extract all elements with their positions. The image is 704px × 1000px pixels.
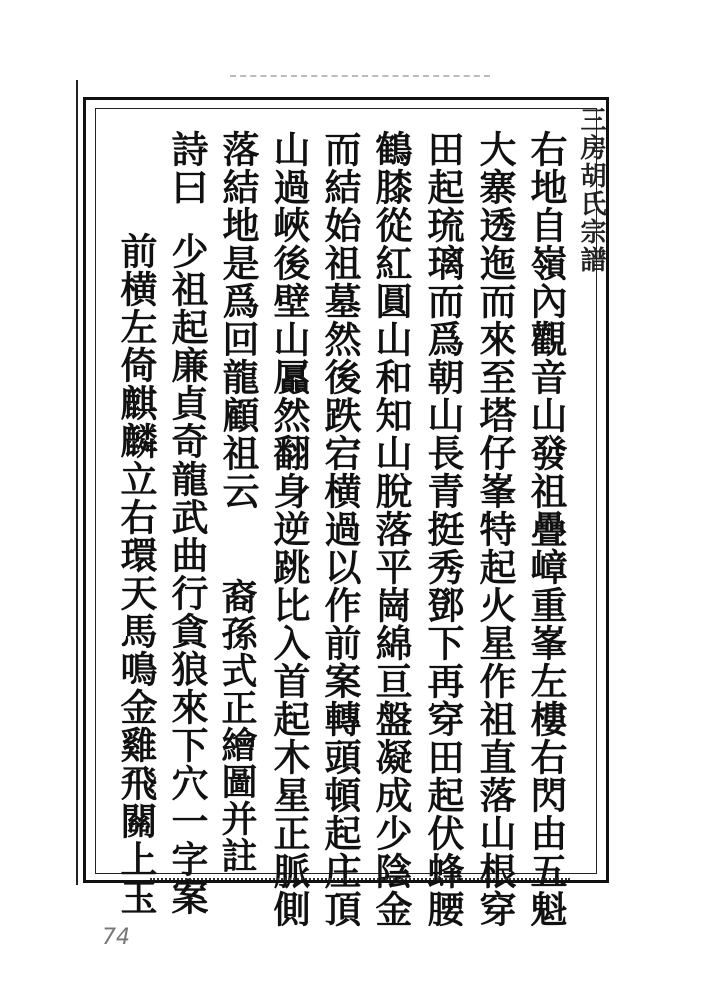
poem-column-2: 前横左倚麒麟立右環天馬鳴金雞飛關上玉 — [114, 232, 158, 916]
bottom-frame-marks — [150, 878, 570, 885]
poem-column-1: 少祖起廉貞奇龍武曲行貪狼來下穴一字案 — [165, 232, 209, 916]
text-column-7: 落結地是爲回龍顧祖云 — [216, 130, 260, 510]
page-number: 74 — [102, 925, 130, 950]
text-column-3: 田起琉璃而爲朝山長青挺秀鄧下再穿田起伏蜂腰 — [421, 130, 465, 928]
text-column-6: 山過峽後壁山屭然翻身逆跳比入首起木星正脈側 — [267, 130, 311, 928]
text-column-4: 鶴膝從紅圓山和知山脫落平崗綿亘盤凝成少陰金 — [369, 130, 413, 928]
page-fold-line — [76, 80, 78, 885]
text-column-5: 而結始祖墓然後跌宕横過以作前案轉頭頓起庄頂 — [318, 130, 362, 928]
top-edge-marks — [230, 75, 490, 79]
text-column-2: 大寨透迤而來至塔仔峯特起火星作祖直落山根穿 — [473, 130, 517, 928]
author-signature: 裔孫式正繪圖并註 — [216, 578, 258, 874]
text-column-1: 右地自嶺內觀音山發祖疊嶂重峯左樓右閃由五魁 — [524, 130, 568, 928]
title-banner: 三房胡氏宗譜 — [576, 106, 606, 274]
poem-heading: 詩曰 — [165, 130, 209, 206]
